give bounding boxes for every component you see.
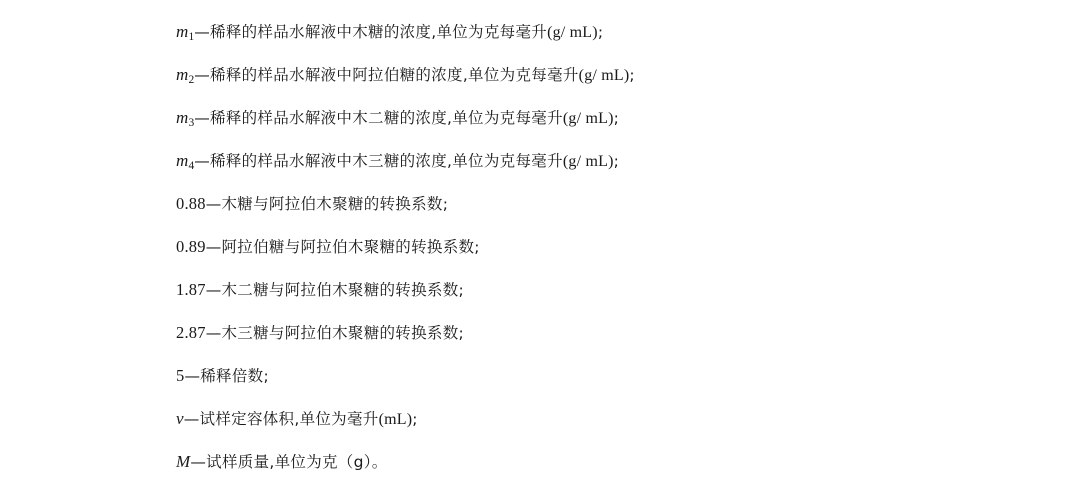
definition-text: —稀释的样品水解液中木二糖的浓度,单位为克每毫升 — [194, 109, 563, 127]
definition-line — [176, 354, 1080, 397]
definition-unit: (g/ mL) — [562, 153, 614, 170]
symbol: $m_4$ — [176, 151, 195, 172]
definition-text: —木三糖与阿拉伯木聚糖的转换系数 — [205, 324, 459, 342]
definition-line — [176, 10, 1080, 53]
definition-terminator: ; — [613, 109, 620, 127]
definition-text: —试样质量,单位为克（g）。 — [190, 453, 388, 471]
definition-line — [176, 440, 1080, 483]
symbol: $m_2$ — [176, 65, 195, 86]
definition-unit: (g/ mL) — [547, 24, 598, 41]
definition-text: —稀释的样品水解液中木糖的浓度,单位为克每毫升 — [194, 23, 548, 41]
definition-terminator: ; — [597, 23, 604, 41]
symbol-subscript: 4 — [188, 159, 195, 172]
definition-line — [176, 311, 1080, 354]
symbol: 2.87 — [176, 323, 206, 342]
definition-line — [176, 397, 1080, 440]
definition-text: —稀释倍数 — [184, 367, 264, 385]
definition-text: —稀释的样品水解液中木三糖的浓度,单位为克每毫升 — [194, 152, 563, 170]
definition-text: —木二糖与阿拉伯木聚糖的转换系数 — [205, 281, 459, 299]
definition-line — [176, 182, 1080, 225]
definition-terminator: ; — [458, 324, 465, 342]
definition-text: —试样定容体积,单位为毫升 — [183, 410, 379, 428]
symbol-subscript: 3 — [188, 116, 195, 129]
symbol: $m_1$ — [176, 22, 195, 43]
definition-terminator: ; — [263, 367, 269, 385]
symbol: 1.87 — [176, 280, 206, 299]
definition-list — [0, 10, 1080, 483]
definition-line — [176, 96, 1080, 139]
symbol: 0.88 — [176, 194, 206, 213]
symbol-subscript: 2 — [188, 73, 195, 86]
definition-text: —稀释的样品水解液中阿拉伯糖的浓度,单位为克每毫升 — [194, 66, 579, 84]
definition-terminator: ; — [629, 66, 635, 84]
definition-text: —木糖与阿拉伯木聚糖的转换系数 — [205, 195, 443, 213]
symbol: $m_3$ — [176, 108, 195, 129]
definition-line — [176, 225, 1080, 268]
symbol: M — [176, 452, 191, 471]
definition-line — [176, 139, 1080, 182]
symbol-subscript: 1 — [188, 30, 195, 43]
definition-terminator: ; — [474, 238, 480, 256]
definition-text: —阿拉伯糖与阿拉伯木聚糖的转换系数 — [205, 238, 475, 256]
definition-unit: (mL) — [378, 411, 413, 428]
symbol: v — [176, 409, 184, 428]
symbol: 0.89 — [176, 237, 206, 256]
definition-line — [176, 53, 1080, 96]
symbol: 5 — [176, 366, 185, 385]
definition-line — [176, 268, 1080, 311]
definition-terminator: ; — [412, 410, 418, 428]
definition-unit: (g/ mL) — [562, 110, 614, 127]
definition-terminator: ; — [442, 195, 449, 213]
definition-unit: (g/ mL) — [578, 67, 630, 84]
definition-terminator: ; — [613, 152, 620, 170]
definition-terminator: ; — [458, 281, 465, 299]
